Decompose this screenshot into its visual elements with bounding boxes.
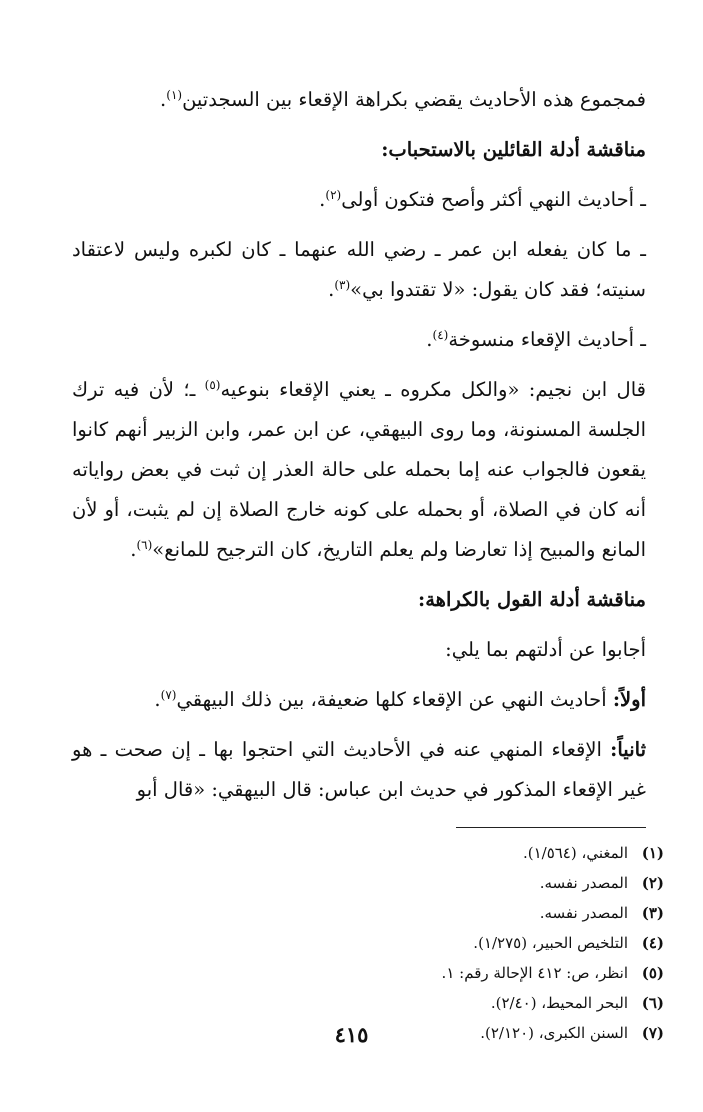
section-heading-istihbab xyxy=(72,130,646,170)
heading-text: مناقشة أدلة القول بالكراهة: xyxy=(418,588,646,611)
paragraph-text: ـ أحاديث الإقعاء منسوخة xyxy=(448,328,646,351)
paragraph-answers-intro xyxy=(72,630,646,670)
footnote-ref: (٢) xyxy=(325,188,342,202)
paragraph-point-1 xyxy=(72,180,646,220)
footnote-ref: (٧) xyxy=(160,688,177,702)
footnotes xyxy=(72,838,664,1048)
paragraph-answer-first xyxy=(72,680,646,720)
footnote-number: (٧) xyxy=(641,1024,664,1042)
footnote-ref: (٤) xyxy=(432,328,449,342)
footnote-item xyxy=(72,988,664,1018)
paragraph-text-cont: ـ؛ لأن فيه ترك الجلسة المسنونة، وما روى البيهقي، عن ابن عمر، وابن الزبير أنهم كانوا يقعون فالجواب عنه إما بحمله على حالة العذر إن ثبت في بعض رواياته أنه كان في الصلاة، أو بحمله على كونه خارج الصلاة إن لم يثبت، أو لأن المانع والمبيح إذا تعارضا ولم يعلم التاريخ، كان الترجيح للمانع» xyxy=(72,378,646,561)
paragraph-text: أجابوا عن أدلتهم بما يلي: xyxy=(445,638,646,661)
footnote-item xyxy=(72,928,664,958)
footnote-number: (٥) xyxy=(641,964,664,982)
paragraph-tail: . xyxy=(328,278,335,301)
page-number: ٤١٥ xyxy=(334,1022,369,1047)
paragraph-text: الإقعاء المنهي عنه في الأحاديث التي احتجوا بها ـ إن صحت ـ هو غير الإقعاء المذكور في حديث ابن عباس: قال البيهقي: «قال أبو xyxy=(72,738,646,801)
footnote-number: (١) xyxy=(641,844,664,862)
paragraph-ibn-nujaym-quote xyxy=(72,370,646,570)
section-heading-karaha xyxy=(72,580,646,620)
footnote-item xyxy=(72,958,664,988)
footnote-text: التلخيص الحبير، (١/٢٧٥). xyxy=(473,934,628,952)
footnote-text: البحر المحيط، (٢/٤٠). xyxy=(490,994,628,1012)
paragraph-tail: . xyxy=(160,88,167,111)
footnote-ref: (١) xyxy=(166,88,183,102)
paragraph-text: فمجموع هذه الأحاديث يقضي بكراهة الإقعاء بين السجدتين xyxy=(182,88,646,111)
paragraph-text: ـ ما كان يفعله ابن عمر ـ رضي الله عنهما ـ كان لكبره وليس لاعتقاد سنيته؛ فقد كان يقول: «لا تقتدوا بي» xyxy=(72,238,646,301)
footnote-ref: (٦) xyxy=(136,538,153,552)
footnote-text: السنن الكبرى، (٢/١٢٠). xyxy=(480,1024,628,1042)
heading-text: مناقشة أدلة القائلين بالاستحباب: xyxy=(381,138,646,161)
footnote-number: (٢) xyxy=(641,874,664,892)
footnote-separator xyxy=(456,827,646,828)
paragraph-tail: . xyxy=(319,188,326,211)
paragraph-tail: . xyxy=(426,328,433,351)
footnote-ref: (٥) xyxy=(204,378,221,392)
paragraph-tail: . xyxy=(154,688,161,711)
paragraph-lead: ثانياً: xyxy=(610,738,646,761)
footnote-number: (٦) xyxy=(641,994,664,1012)
footnote-item xyxy=(72,868,664,898)
paragraph-lead: أولاً: xyxy=(612,688,646,711)
paragraph-text: ـ أحاديث النهي أكثر وأصح فتكون أولى xyxy=(341,188,646,211)
footnote-number: (٣) xyxy=(641,904,664,922)
footnote-text: المغني، (١/٥٦٤). xyxy=(522,844,628,862)
footnote-text: المصدر نفسه. xyxy=(539,904,628,922)
footnote-ref: (٣) xyxy=(334,278,351,292)
footnote-item xyxy=(72,838,664,868)
paragraph-summary xyxy=(72,80,646,120)
paragraph-tail: . xyxy=(130,538,137,561)
footnote-text: المصدر نفسه. xyxy=(539,874,628,892)
paragraph-point-3 xyxy=(72,320,646,360)
paragraph-text: قال ابن نجيم: «والكل مكروه ـ يعني الإقعاء بنوعيه xyxy=(220,378,646,401)
paragraph-answer-second xyxy=(72,730,646,810)
main-text xyxy=(72,80,646,820)
footnote-item xyxy=(72,898,664,928)
paragraph-point-2 xyxy=(72,230,646,310)
footnote-number: (٤) xyxy=(641,934,664,952)
footnote-text: انظر، ص: ٤١٢ الإحالة رقم: ١. xyxy=(441,964,628,982)
paragraph-text: أحاديث النهي عن الإقعاء كلها ضعيفة، بين ذلك البيهقي xyxy=(176,688,613,711)
